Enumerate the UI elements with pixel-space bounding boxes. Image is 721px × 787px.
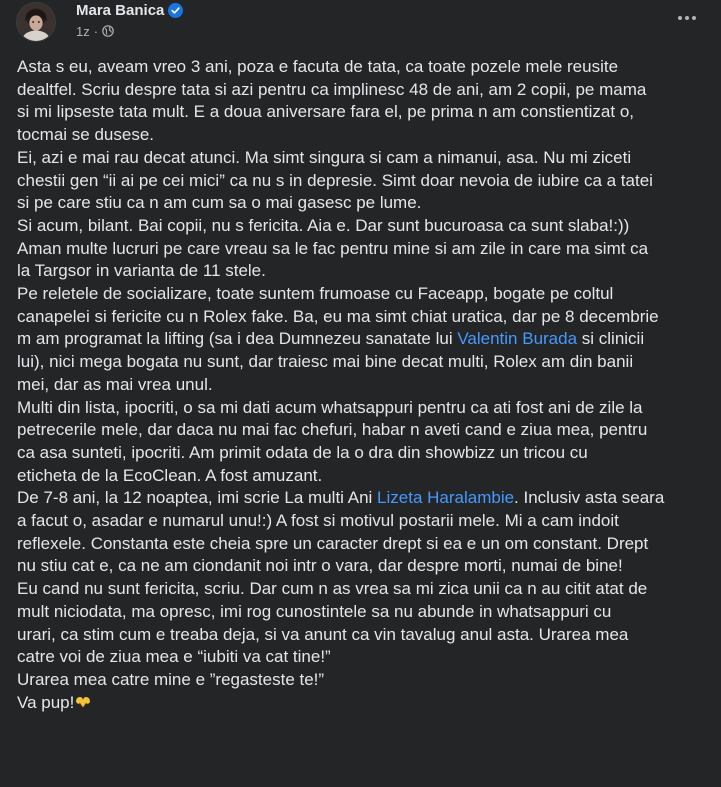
post-line: si pe care stiu ca n am cum sa o mai gasesc pe lume.: [17, 193, 422, 213]
meta-separator: ·: [93, 23, 99, 39]
line-text: si clinicii: [577, 329, 645, 349]
post-line: [17, 328, 707, 351]
post-meta: [76, 22, 114, 40]
line-text: m am programat la lifting (sa i dea Dumnezeu sanatate lui: [17, 329, 458, 349]
post-line: si mi lipseste tata mult. E a doua aniversare fara el, pe prima n am constientizat o,: [17, 102, 635, 122]
more-options-button[interactable]: [669, 0, 705, 36]
line-text: Va pup!: [17, 692, 75, 712]
post-line: dealtfel. Scriu despre tata si azi pentru ca implinesc 48 de ani, am 2 copii, pe mama: [17, 79, 647, 99]
post-timestamp[interactable]: 1z: [76, 23, 90, 39]
line-text: De 7-8 ani, la 12 noaptea, imi scrie La multi Ani: [17, 488, 378, 508]
post-line: Aman multe lucruri pe care vreau sa le fac pentru mine si am zile in care ma simt ca: [17, 238, 649, 258]
globe-icon[interactable]: [102, 25, 114, 37]
post-line: mult niciodata, ma opresc, imi rog cunostintele sa nu abunde in whatsappuri cu: [17, 601, 612, 621]
post-line: [17, 487, 707, 510]
post-line: [17, 692, 707, 715]
post-line: mei, dar as mai vrea unul.: [17, 374, 213, 394]
post-line: urari, ca stim cum e treaba deja, si va anunt ca vin tavalug anul asta. Urarea mea: [17, 624, 629, 644]
post-line: a facut o, asadar e numarul unu!:) A fost si motivul postarii mele. Mi a cam indoit: [17, 511, 619, 531]
post-line: chestii gen “ii ai pe cei mici” ca nu s in depresie. Simt doar nevoia de iubire ca a tatei: [17, 170, 653, 190]
post-line: Urarea mea catre mine e ”regasteste te!”: [17, 669, 325, 689]
avatar-photo: [17, 3, 55, 41]
post-line: Si acum, bilant. Bai copii, nu s fericita. Aia e. Dar sunt bucuroasa ca sunt slaba!:)): [17, 215, 630, 235]
post-line: la Targsor in varianta de 11 stele.: [17, 261, 266, 281]
mention-link-lizeta-haralambie[interactable]: Lizeta Haralambie: [377, 488, 515, 508]
post-line: Asta s eu, aveam vreo 3 ani, poza e facuta de tata, ca toate pozele mele reusite: [17, 57, 619, 76]
verified-badge-icon: [168, 3, 183, 18]
post-line: Eu cand nu sunt fericita, scriu. Dar cum n as vrea sa mi zica unii ca n au citit atat de: [17, 579, 648, 599]
post-line: canapelei si fericite cu n Rolex fake. Ba, eu ma simt chiat uratica, dar pe 8 decembrie: [17, 306, 659, 326]
post-line: Pe reletele de socializare, toate suntem frumoase cu Faceapp, bogate pe coltul: [17, 284, 614, 304]
post-line: Multi din lista, ipocriti, o sa mi dati acum whatsappuri pentru ca ati fost ani de zile la: [17, 397, 643, 417]
post-body: [17, 56, 707, 714]
author-avatar[interactable]: [16, 2, 56, 42]
author-name-row: [76, 0, 183, 20]
post-line: ca asa sunteti, ipocriti. Am primit odata de la o dra din showbizz un tricou cu: [17, 442, 588, 462]
mention-link-valentin-burada[interactable]: Valentin Burada: [457, 329, 578, 349]
post-line: petrecerile mele, dar daca nu mai fac chefuri, habar n aveti cand e ziua mea, pentru: [17, 420, 648, 440]
post-line: lui), nici mega bogata nu sunt, dar traiesc mai bine decat multi, Rolex am din banii: [17, 352, 634, 372]
post-line: tocmai se dusese.: [17, 125, 155, 145]
author-name[interactable]: Mara Banica: [76, 1, 165, 19]
line-text: . Inclusiv asta seara: [514, 488, 665, 508]
post-line: catre voi de ziua mea e “iubiti va cat tine!”: [17, 647, 331, 667]
post-line: eticheta de la EcoClean. A fost amuzant.: [17, 465, 323, 485]
post-line: reflexele. Constanta este cheia spre un caracter drept si ea e un om constant. Drept: [17, 533, 649, 553]
post-header: [16, 0, 705, 48]
more-horizontal-icon: [678, 16, 682, 20]
post-line: nu stiu cat e, ca ne am ciondanit noi intr o vara, dar despre morti, numai de bine!: [17, 556, 623, 576]
heart-hands-emoji-icon: [75, 693, 91, 707]
post-line: Ei, azi e mai rau decat atunci. Ma simt singura si cam a nimanui, asa. Nu mi ziceti: [17, 147, 632, 167]
